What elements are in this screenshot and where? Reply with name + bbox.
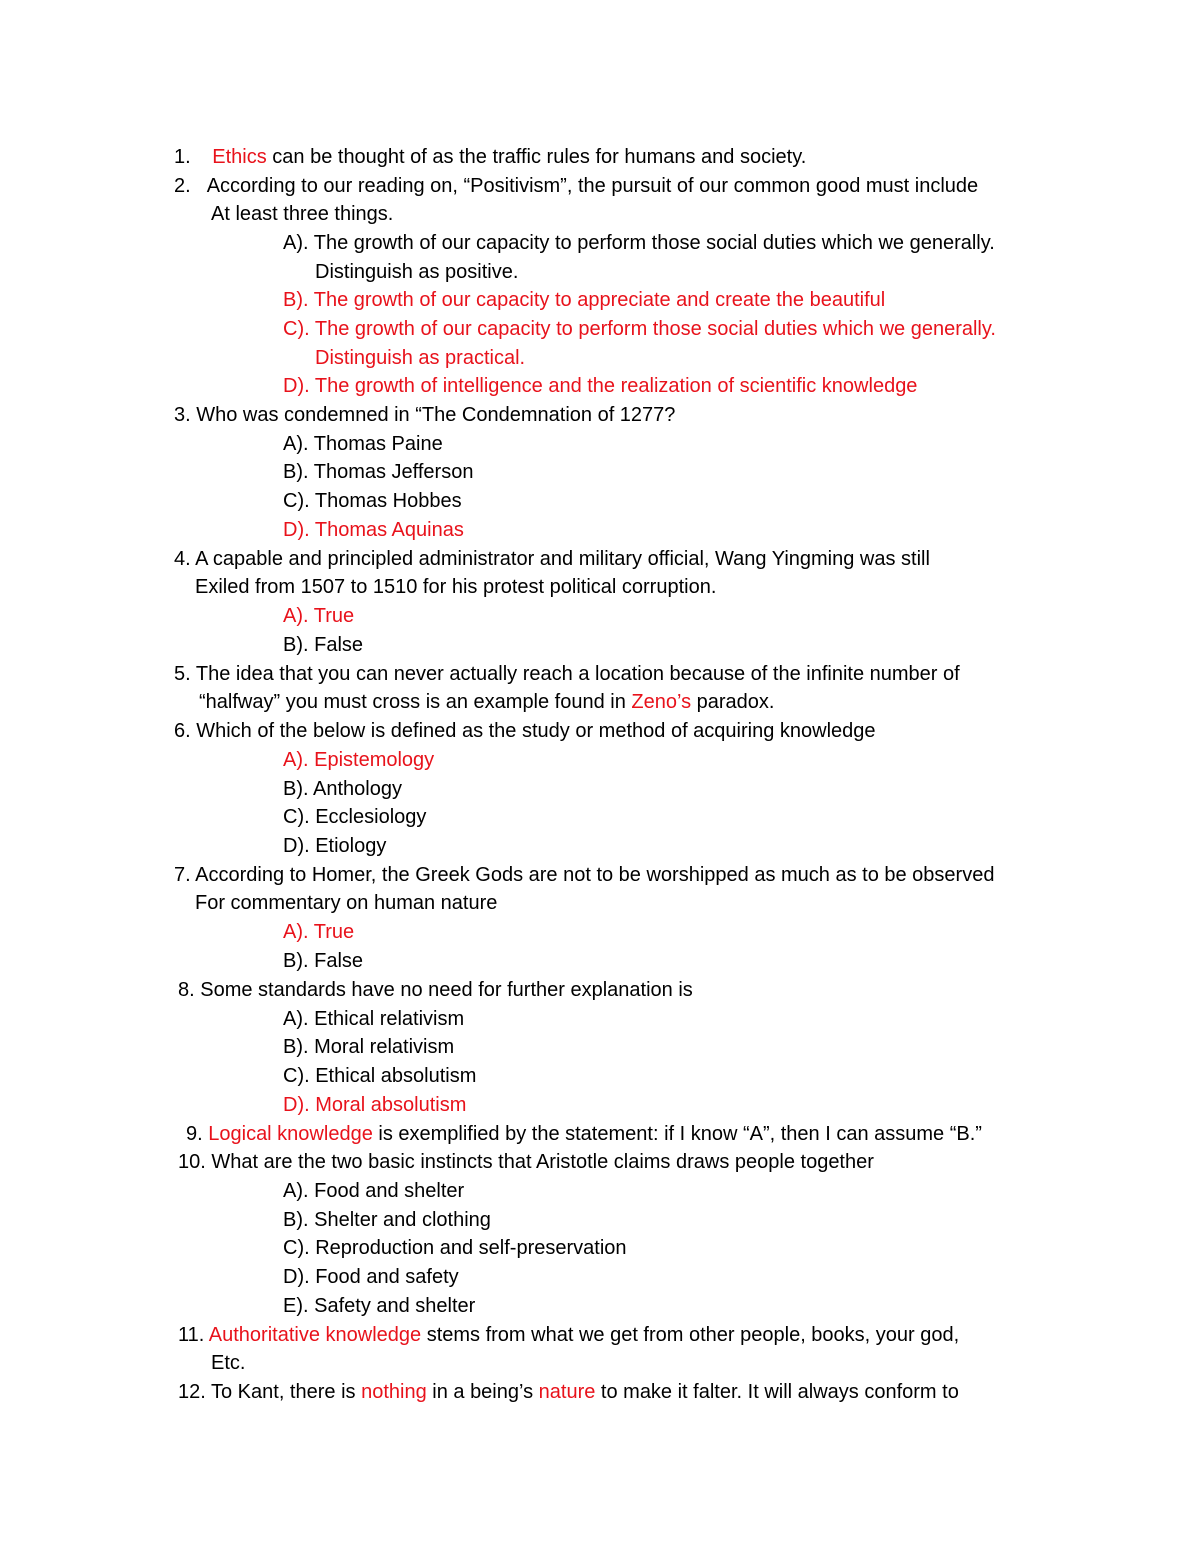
question-7-continued: For commentary on human nature	[195, 892, 498, 914]
question-text: in a being’s	[426, 1381, 539, 1403]
option-b: B). False	[283, 634, 364, 656]
question-8: 8. Some standards have no need for further explanation is	[178, 979, 693, 1001]
option-a-answer: A). Epistemology	[283, 749, 435, 771]
answer-highlight: Authoritative knowledge	[208, 1324, 422, 1346]
option-a-continued: Distinguish as positive.	[315, 261, 519, 283]
question-5-continued	[199, 688, 774, 716]
question-text: According to our reading on, “Positivism”, the pursuit of our common good must include	[206, 175, 979, 197]
option-b-answer: B). The growth of our capacity to appreciate and create the beautiful	[283, 289, 886, 311]
question-text: stems from what we get from other people, books, your god,	[421, 1324, 960, 1346]
question-2-continued: At least three things.	[211, 203, 394, 225]
answer-highlight: nothing	[361, 1381, 427, 1403]
question-7: 7. According to Homer, the Greek Gods are not to be worshipped as much as to be observed	[174, 864, 995, 886]
option-b: B). Moral relativism	[283, 1036, 455, 1058]
question-number: 9.	[186, 1123, 209, 1145]
question-text: paradox.	[691, 691, 775, 713]
question-number: 11.	[178, 1324, 209, 1346]
answer-highlight: Ethics	[212, 146, 267, 168]
option-a-answer: A). True	[283, 921, 355, 943]
option-b: B). Anthology	[283, 778, 402, 800]
question-text: can be thought of as the traffic rules for humans and society.	[266, 146, 807, 168]
question-5: 5. The idea that you can never actually reach a location because of the infinite number of	[174, 663, 960, 685]
question-4-continued: Exiled from 1507 to 1510 for his protest political corruption.	[195, 576, 717, 598]
option-b: B). False	[283, 950, 364, 972]
answer-highlight: nature	[538, 1381, 596, 1403]
option-c: C). Ecclesiology	[283, 806, 427, 828]
option-a: A). Food and shelter	[283, 1180, 465, 1202]
option-e: E). Safety and shelter	[283, 1295, 476, 1317]
option-c: C). Thomas Hobbes	[283, 490, 462, 512]
option-d-answer: D). Thomas Aquinas	[283, 519, 464, 541]
question-1	[174, 143, 806, 171]
option-b: B). Shelter and clothing	[283, 1209, 491, 1231]
option-d-answer: D). Moral absolutism	[283, 1094, 467, 1116]
question-3: 3. Who was condemned in “The Condemnation of 1277?	[174, 404, 676, 426]
question-text: 12. To Kant, there is	[178, 1381, 362, 1403]
option-b: B). Thomas Jefferson	[283, 461, 474, 483]
question-12	[178, 1378, 959, 1406]
question-4: 4. A capable and principled administrator and military official, Wang Yingming was still	[174, 548, 930, 570]
option-c: C). Reproduction and self-preservation	[283, 1237, 627, 1259]
option-d: D). Food and safety	[283, 1266, 459, 1288]
option-a: A). The growth of our capacity to perform those social duties which we generally.	[283, 232, 995, 254]
option-a-answer: A). True	[283, 605, 355, 627]
answer-highlight: Zeno’s	[631, 691, 692, 713]
question-11	[178, 1321, 959, 1349]
question-text: is exemplified by the statement: if I know “A”, then I can assume “B.”	[372, 1123, 982, 1145]
question-2	[174, 172, 978, 200]
option-a: A). Ethical relativism	[283, 1008, 465, 1030]
question-6: 6. Which of the below is defined as the study or method of acquiring knowledge	[174, 720, 876, 742]
question-10: 10. What are the two basic instincts that Aristotle claims draws people together	[178, 1151, 874, 1173]
option-c-answer-continued: Distinguish as practical.	[315, 347, 526, 369]
option-c: C). Ethical absolutism	[283, 1065, 477, 1087]
option-d-answer: D). The growth of intelligence and the realization of scientific knowledge	[283, 375, 918, 397]
question-9	[186, 1120, 982, 1148]
question-text: to make it falter. It will always conform to	[595, 1381, 959, 1403]
question-11-continued: Etc.	[211, 1352, 246, 1374]
option-c-answer: C). The growth of our capacity to perform those social duties which we generally.	[283, 318, 996, 340]
option-a: A). Thomas Paine	[283, 433, 443, 455]
question-number: 2.	[174, 175, 191, 197]
question-text: “halfway” you must cross is an example found in	[199, 691, 632, 713]
answer-highlight: Logical knowledge	[208, 1123, 373, 1145]
question-number: 1.	[174, 146, 191, 168]
option-d: D). Etiology	[283, 835, 387, 857]
